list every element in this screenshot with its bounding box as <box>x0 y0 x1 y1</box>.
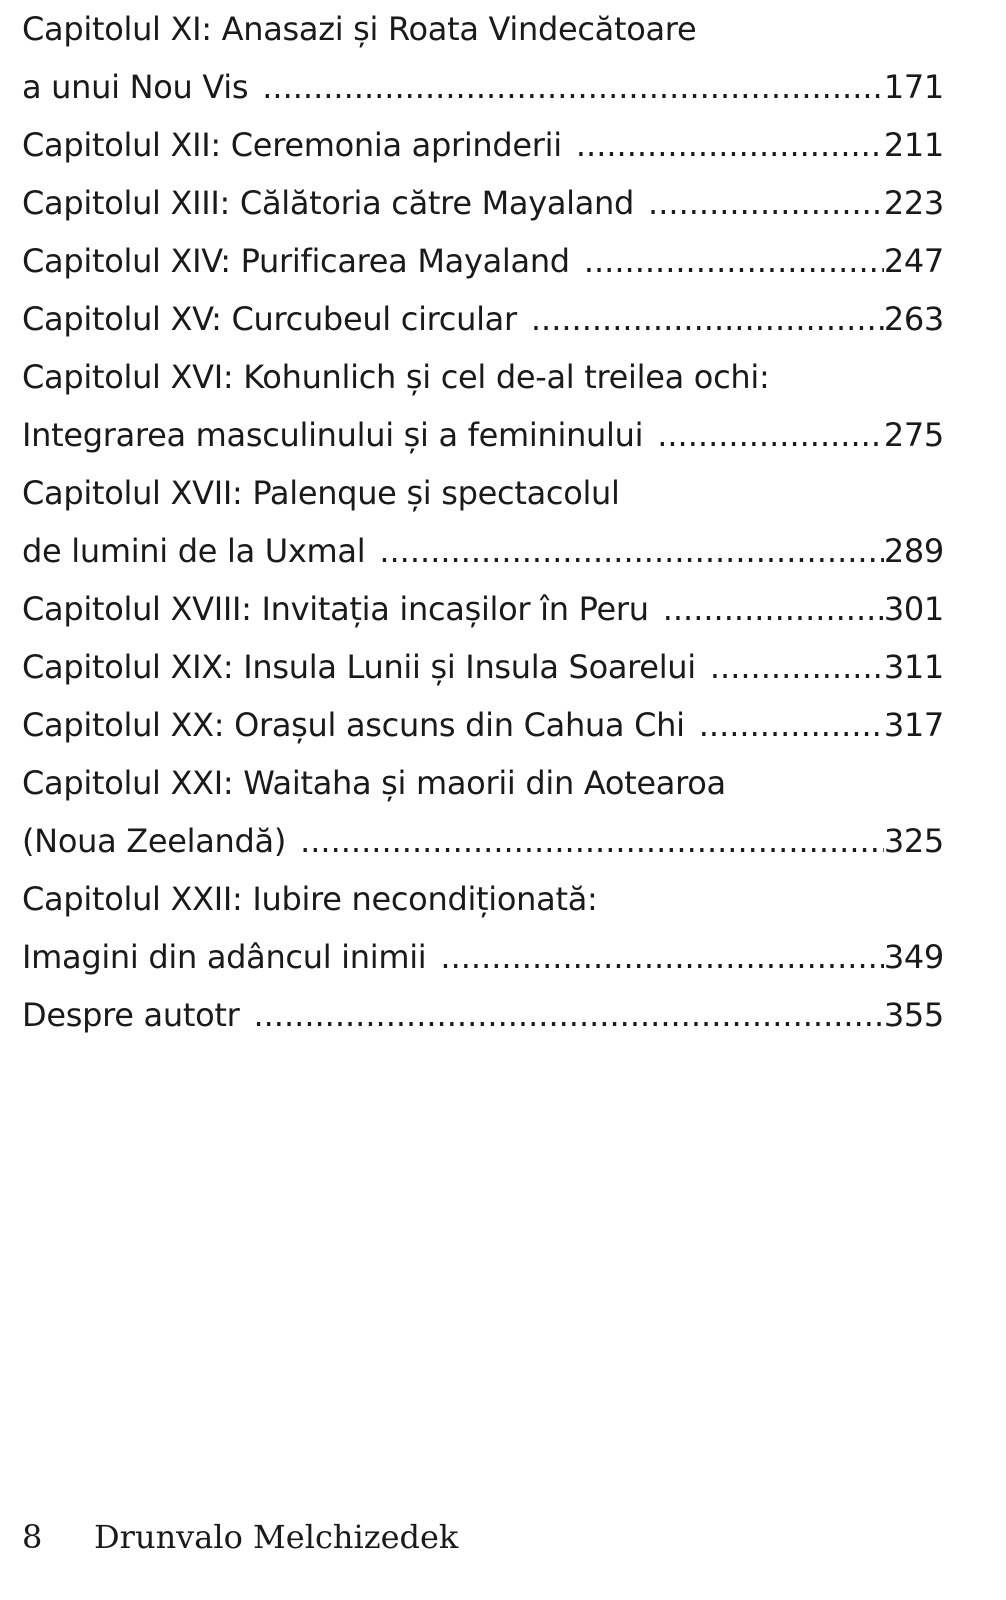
toc-entry-title: Capitolul XIV: Purificarea Mayaland <box>22 242 570 280</box>
toc-entry <box>22 812 944 870</box>
dot-leader <box>262 58 884 116</box>
toc-entry-page: 223 <box>883 184 944 222</box>
toc-entry-page: 301 <box>883 590 944 628</box>
toc-entry-page: 355 <box>883 996 944 1034</box>
toc-entry-title: Despre autotr <box>22 996 240 1034</box>
toc-entry-title: de lumini de la Uxmal <box>22 532 366 570</box>
toc-entry-title: Imagini din adâncul inimii <box>22 938 427 976</box>
dot-leader <box>300 812 884 870</box>
toc-entry-title: Capitolul XV: Curcubeul circular <box>22 300 517 338</box>
toc-entry <box>22 290 944 348</box>
dot-leader <box>531 290 884 348</box>
dot-leader <box>584 232 884 290</box>
toc-entry-page: 349 <box>883 938 944 976</box>
toc-entry-page: 289 <box>883 532 944 570</box>
dot-leader <box>253 986 883 1044</box>
dot-leader <box>648 174 884 232</box>
toc-entry-title: Capitolul XX: Orașul ascuns din Cahua Chi <box>22 706 685 744</box>
running-author: Drunvalo Melchizedek <box>94 1518 459 1556</box>
toc-entry <box>22 406 944 464</box>
toc-entry-page: 275 <box>883 416 944 454</box>
toc-entry-title: Capitolul XIII: Călătoria către Mayaland <box>22 184 635 222</box>
toc-entry-title: Capitolul XXII: Iubire necondiționată: <box>22 880 598 918</box>
toc-entry-title: (Noua Zeelandă) <box>22 822 287 860</box>
toc-entry-title: Capitolul XXI: Waitaha și maorii din Aotearoa <box>22 764 726 802</box>
toc-entry-page: 247 <box>883 242 944 280</box>
toc-entry-title: a unui Nou Vis <box>22 68 249 106</box>
toc-entry-title: Capitolul XI: Anasazi și Roata Vindecătoare <box>22 10 697 48</box>
toc-entry-title: Capitolul XIX: Insula Lunii și Insula Soarelui <box>22 648 696 686</box>
page-footer <box>22 1512 458 1562</box>
toc-entry-page: 263 <box>883 300 944 338</box>
toc-entry <box>22 348 944 406</box>
toc-entry <box>22 928 944 986</box>
toc-entry-page: 317 <box>883 706 944 744</box>
toc-entry <box>22 638 944 696</box>
toc-entry <box>22 986 944 1044</box>
dot-leader <box>663 580 884 638</box>
dot-leader <box>379 522 883 580</box>
toc-entry <box>22 116 944 174</box>
dot-leader <box>657 406 884 464</box>
toc-entry-title: Capitolul XVI: Kohunlich și cel de-al treilea ochi: <box>22 358 770 396</box>
toc-entry-title: Capitolul XVIII: Invitația incașilor în Peru <box>22 590 649 628</box>
toc-entry-page: 325 <box>883 822 944 860</box>
dot-leader <box>699 696 884 754</box>
toc-entry <box>22 522 944 580</box>
toc-entry-page: 311 <box>883 648 944 686</box>
toc-entry-title: Capitolul XVII: Palenque și spectacolul <box>22 474 620 512</box>
toc-entry <box>22 58 944 116</box>
toc-entry <box>22 174 944 232</box>
table-of-contents <box>22 0 944 1044</box>
toc-entry <box>22 696 944 754</box>
dot-leader <box>710 638 884 696</box>
dot-leader <box>576 116 884 174</box>
toc-entry-page: 211 <box>883 126 944 164</box>
toc-entry <box>22 870 944 928</box>
toc-entry <box>22 232 944 290</box>
toc-entry <box>22 464 944 522</box>
toc-entry-page: 171 <box>883 68 944 106</box>
dot-leader <box>440 928 883 986</box>
page-number: 8 <box>22 1518 43 1556</box>
toc-entry <box>22 580 944 638</box>
toc-entry <box>22 754 944 812</box>
toc-entry <box>22 0 944 58</box>
toc-entry-title: Capitolul XII: Ceremonia aprinderii <box>22 126 562 164</box>
toc-entry-title: Integrarea masculinului și a femininului <box>22 416 644 454</box>
